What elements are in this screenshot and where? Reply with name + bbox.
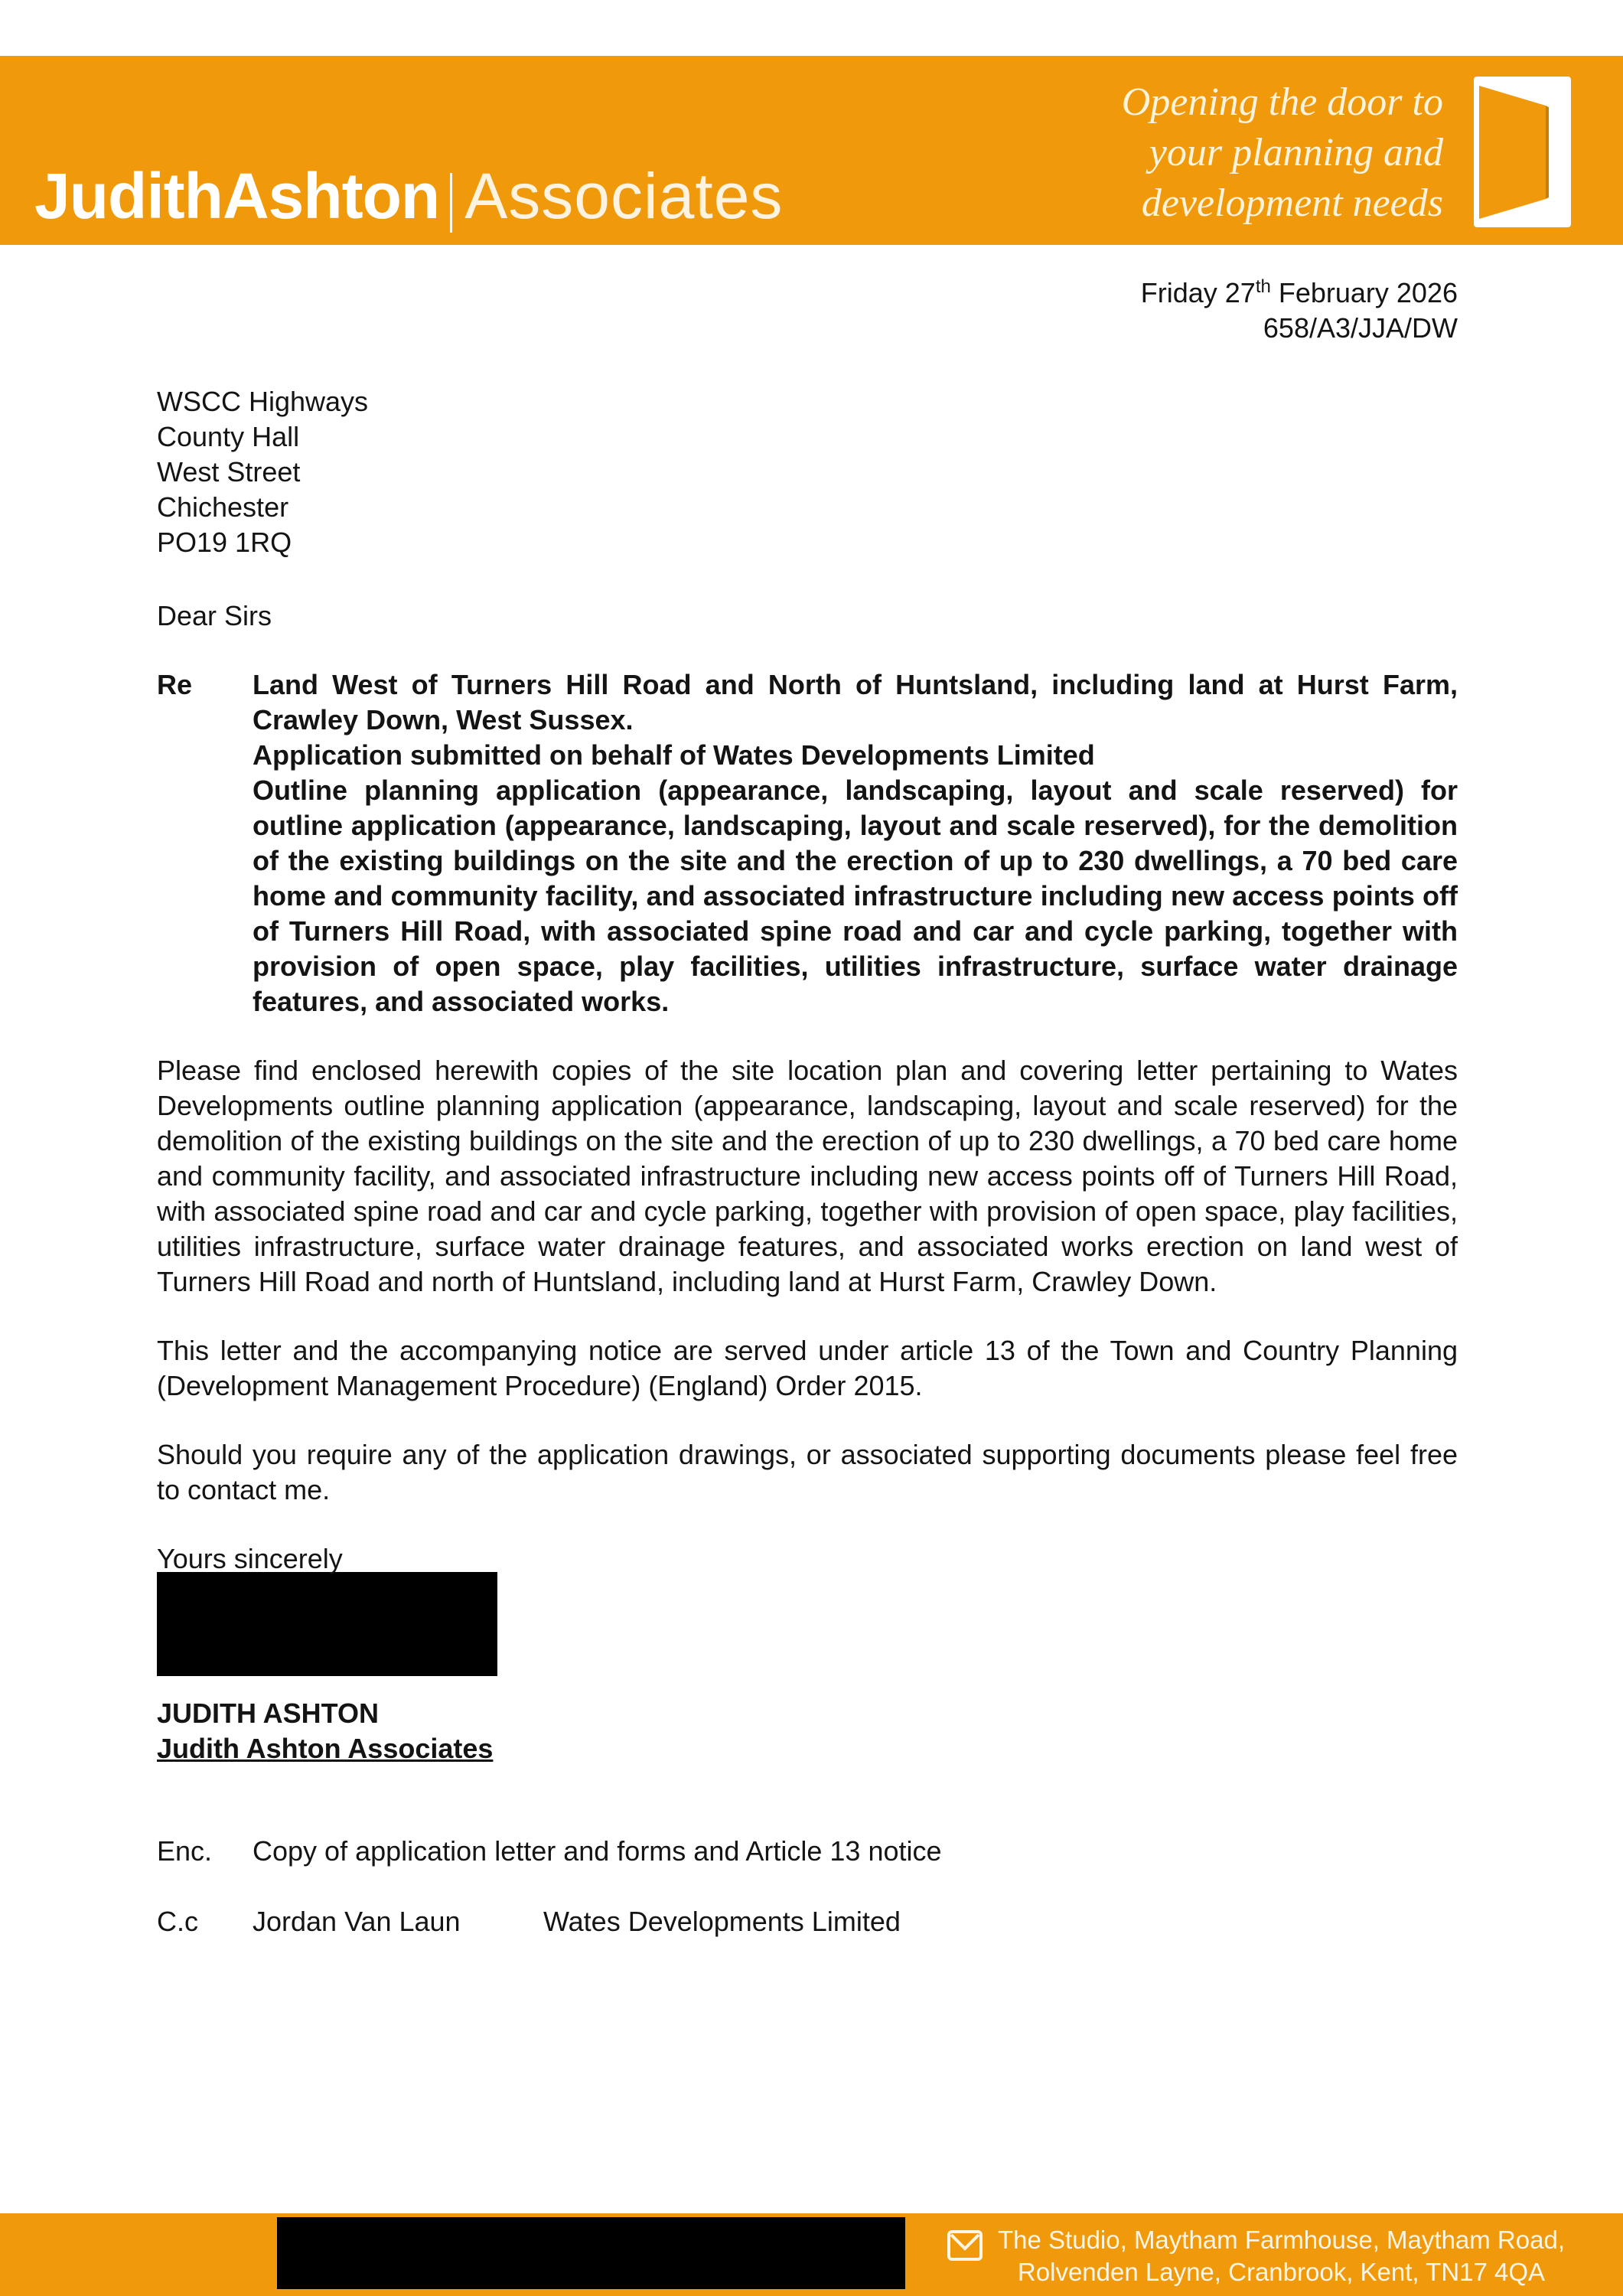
cc-row	[157, 1904, 1458, 1939]
date-suffix: February 2026	[1270, 277, 1458, 308]
recipient-address	[157, 384, 1458, 560]
address-line-3: West Street	[157, 456, 301, 488]
envelope-icon	[947, 2230, 983, 2265]
salutation: Dear Sirs	[157, 600, 272, 631]
brand-logo	[34, 160, 784, 232]
cc-company: Wates Developments Limited	[543, 1906, 901, 1937]
re-paragraph-3: Outline planning application (appearance, landscaping, layout and scale reserved) for outline application (appearance, landscaping, layout and scale reserved), for the demolition of the existing buildings on the site and the erection of up to 230 dwellings, a 70 bed care home and community facility, and associated infrastructure including new access points off of Turners Hill Road, with associated spine road and car and cycle parking, together with provision of open space, play facilities, utilities infrastructure, surface water drainage features, and associated works.	[253, 775, 1458, 1017]
signatory-company: Judith Ashton Associates	[157, 1733, 494, 1764]
footer-address-line-2: Rolvenden Layne, Cranbrook, Kent, TN17 4QA	[1017, 2258, 1546, 2286]
date-ordinal: th	[1255, 276, 1271, 297]
tagline-line-3: development needs	[1141, 181, 1443, 225]
tagline-line-2: your planning and	[1149, 131, 1443, 174]
reference-line: 658/A3/JJA/DW	[1263, 312, 1458, 344]
enclosure-label: Enc.	[157, 1835, 213, 1867]
signatory-name: JUDITH ASHTON	[157, 1698, 380, 1729]
cc-label: C.c	[157, 1906, 198, 1937]
open-door-icon	[1474, 77, 1571, 231]
letter-content	[157, 276, 1458, 1939]
re-paragraph-1: Land West of Turners Hill Road and North of Huntsland, including land at Hurst Farm, Crawley Down, West Sussex.	[253, 669, 1458, 735]
footer-address-line-1: The Studio, Maytham Farmhouse, Maytham Road,	[998, 2226, 1565, 2254]
body-paragraph-3: Should you require any of the application drawings, or associated supporting documents please feel free to contact me.	[157, 1439, 1458, 1505]
brand-secondary: Associates	[464, 160, 784, 232]
footer-address	[998, 2224, 1565, 2288]
address-line-1: WSCC Highways	[157, 386, 369, 417]
letterhead-band	[0, 56, 1623, 245]
tagline	[1122, 77, 1443, 229]
re-paragraph-2: Application submitted on behalf of Wates Developments Limited	[253, 739, 1095, 771]
cc-name: Jordan Van Laun	[253, 1906, 461, 1937]
signature-redaction	[157, 1572, 497, 1676]
brand-primary: JudithAshton	[34, 160, 440, 232]
enclosure-text: Copy of application letter and forms and Article 13 notice	[253, 1835, 942, 1867]
valediction: Yours sincerely	[157, 1543, 343, 1574]
re-section	[157, 667, 1458, 1019]
footer-address-row	[947, 2224, 1565, 2288]
date-block	[157, 276, 1458, 346]
body-paragraph-1: Please find enclosed herewith copies of the site location plan and covering letter pertaining to Wates Developments outline planning application (appearance, landscaping, layout and scale reserved) for the demolition of the existing buildings on the site and the erection of up to 230 dwellings, a 70 bed care home and community facility, and associated infrastructure including new access points off of Turners Hill Road, with associated spine road and car and cycle parking, together with provision of open space, play facilities, utilities infrastructure, surface water drainage features, and associated works erection on land west of Turners Hill Road and north of Huntsland, including land at Hurst Farm, Crawley Down.	[157, 1055, 1458, 1297]
tagline-line-1: Opening the door to	[1121, 80, 1443, 124]
footer-redaction	[277, 2217, 905, 2289]
re-label: Re	[157, 669, 193, 700]
address-line-4: Chichester	[157, 491, 289, 523]
brand-divider	[450, 173, 452, 233]
re-text	[253, 667, 1458, 1019]
body-paragraph-2: This letter and the accompanying notice are served under article 13 of the Town and Country Planning (Development Management Procedure) (England) Order 2015.	[157, 1335, 1458, 1401]
date-text: Friday 27	[1140, 277, 1256, 308]
address-line-2: County Hall	[157, 421, 300, 452]
date-line	[157, 276, 1458, 311]
address-line-5: PO19 1RQ	[157, 527, 292, 558]
enclosure-row	[157, 1834, 1458, 1869]
